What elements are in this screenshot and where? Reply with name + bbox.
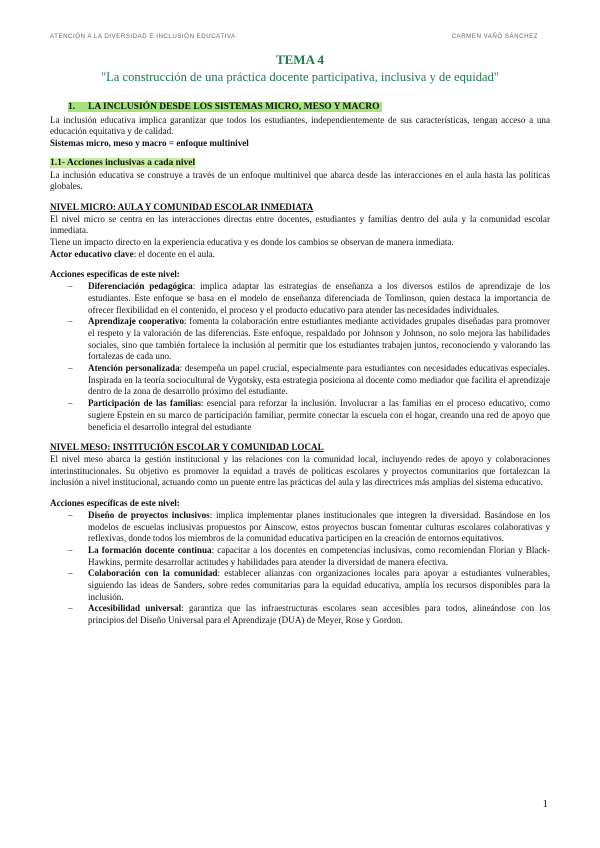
page-title: TEMA 4 [275, 52, 325, 67]
list-item: – Atención personalizada: desempeña un papel crucial, especialmente para estudiantes con necesidades educativas especiales. Inspirada en la teoría sociocultural de Vygotsky, esta estrategia posiciona al docente como mediador que facilita el aprendizaje dentro de la zona de desarrollo próximo del estudiante. [68, 363, 550, 397]
section-1-heading [68, 102, 550, 114]
list-item: – Diferenciación pedagógica: implica adaptar las estrategias de enseñanza a los diversos estilos de aprendizaje de los estudiantes. Este enfoque se basa en el modelo de enseñanza diferenciada de Tomlinson, quien destaca la importancia de ofrecer flexibilidad en el contenido, el proceso y el producto educativo para atender las necesidades individuales. [68, 281, 550, 315]
list-item-text: : fomenta la colaboración entre estudiantes mediante actividades grupales diseñadas para promover el respeto y la valoración de las diferencias. Este enfoque, respaldado por Johnson y Johnson, no solo mejora las habilidades sociales, sino que también fortalece la inclusión al permitir que los estudiantes trabajen juntos, reconociendo y valorando las fortalezas de cada uno. [88, 316, 550, 362]
list-item: – Colaboración con la comunidad: establecer alianzas con organizaciones locales para apoyar a estudiantes vulnerables, siguiendo las ideas de Sanders, sobre redes comunitarias para la equidad educativa, amplía los recursos disponibles para la inclusión. [68, 568, 550, 602]
list-item-term: Aprendizaje cooperativo [88, 316, 185, 327]
section-1-1-heading [50, 158, 550, 170]
micro-paragraph-1: El nivel micro se centra en las interacciones directas entre docentes, estudiantes y familias dentro del aula y la comunidad escolar inmediata. [50, 213, 550, 236]
list-item-term: Colaboración con la comunidad [88, 568, 218, 579]
header-author: CARMEN VAÑÓ SÁNCHEZ [451, 33, 538, 40]
list-item: – Aprendizaje cooperativo: fomenta la colaboración entre estudiantes mediante actividades grupales diseñadas para promover el respeto y la valoración de las diferencias. Este enfoque, respaldado por Johnson y Johnson, no solo mejora las habilidades sociales, sino que también fortalece la inclusión al permitir que los estudiantes trabajen juntos, reconociendo y valorando las fortalezas de cada uno. [68, 316, 550, 362]
meso-actions-list [50, 510, 550, 627]
list-item-text: : garantiza que las infraestructuras escolares sean accesibles para todos, alineándose con los principios del Diseño Universal para el Aprendizaje (DUA) de Meyer, Rose y Gordon. [88, 603, 550, 626]
section-1-intro: La inclusión educativa implica garantizar que todos los estudiantes, independientemente de sus características, tengan acceso a una educación equitativa y de calidad. [50, 114, 550, 137]
micro-actor-label: Actor educativo clave [50, 248, 134, 259]
list-item-text: : capacitar a los docentes en competencias inclusivas, como recomiendan Florian y Black-Hawkins, permite desarrollar actitudes y habilidades para atender la diversidad de manera efectiva. [88, 544, 550, 567]
list-item-term: La formación docente continua [88, 544, 212, 555]
list-item-text: : implica adaptar las estrategias de enseñanza a los diversos estilos de aprendizaje de los estudiantes. Este enfoque se basa en el modelo de enseñanza diferenciada de Tomlinson, quien destaca la importancia de ofrecer flexibilidad en el contenido, el proceso y el producto educativo para atender las necesidades individuales. [88, 281, 550, 315]
list-item-term: Atención personalizada [88, 363, 180, 374]
micro-paragraph-2: Tiene un impacto directo en la experiencia educativa y es donde los cambios se observan de manera inmediata. [50, 237, 454, 248]
list-item-text: : esencial para reforzar la inclusión. Involucrar a las familias en el proceso educativo, como sugiere Epstein en su marco de participación familiar, permite conectar la escuela con el hogar, creando una red de apoyo que beneficia el desarrollo integral del estudiante [88, 398, 550, 432]
list-item-term: Diseño de proyectos inclusivos [88, 509, 210, 520]
micro-actions-label: Acciones específicas de este nivel: [50, 269, 180, 280]
list-item: – Diseño de proyectos inclusivos: implica implementar planes institucionales que integren la diversidad. Basándose en los modelos de escuelas inclusivas propuestos por Ainscow, estos proyectos buscan fomentar culturas escolares colaborativas y reflexivas, donde todos los miembros de la comunidad educativa participen en la creación de entornos equitativos. [68, 509, 550, 544]
section-1-1-title: 1.1- Acciones inclusivas a cada nivel [50, 157, 196, 168]
micro-heading: NIVEL MICRO: AULA Y COMUNIDAD ESCOLAR INMEDIATA [50, 201, 314, 212]
section-1-number: 1. [68, 102, 76, 112]
page-subtitle: "La construcción de una práctica docente participativa, inclusiva y de equidad" [100, 70, 500, 84]
list-item: – Accesibilidad universal: garantiza que las infraestructuras escolares sean accesibles para todos, alineándose con los principios del Diseño Universal para el Aprendizaje (DUA) de Meyer, Rose y Gordon. [68, 603, 550, 626]
micro-actor [50, 249, 550, 261]
section-1-title: LA INCLUSIÓN DESDE LOS SISTEMAS MICRO, MESO Y MACRO [88, 102, 380, 112]
list-item-text: : establecer alianzas con organizaciones locales para apoyar a estudiantes vulnerables, siguiendo las ideas de Sanders, sobre redes comunitarias para la equidad educativa, amplía los recursos disponibles para la inclusión. [88, 568, 550, 602]
list-item: – Participación de las familias: esencial para reforzar la inclusión. Involucrar a las familias en el proceso educativo, como sugiere Epstein en su marco de participación familiar, permite conectar la escuela con el hogar, creando una red de apoyo que beneficia el desarrollo integral del estudiante [68, 398, 550, 432]
micro-actor-text: : el docente en el aula. [133, 248, 215, 259]
list-item-text: : implica implementar planes institucionales que integren la diversidad. Basándose en los modelos de escuelas inclusivas propuestos por Ainscow, estos proyectos buscan fomentar culturas escolares colaborativas y reflexivas, donde todos los miembros de la comunidad educativa participen en la creación de entornos equitativos. [88, 509, 550, 544]
list-item-term: Participación de las familias [88, 398, 201, 409]
micro-actions-list [50, 281, 550, 433]
meso-paragraph-1: El nivel meso abarca la gestión institucional y las relaciones con la comunidad local, incluyendo redes de apoyo y colaboraciones interinstitucionales. Su objetivo es promover la equidad a través de políticas escolares y proyectos comunitarios que fortalezcan la inclusión a nivel institucional, actuando como un puente entre las prácticas del aula y las directrices más amplias del sistema educativo. [50, 453, 550, 488]
list-item: – La formación docente continua: capacitar a los docentes en competencias inclusivas, como recomiendan Florian y Black-Hawkins, permite desarrollar actitudes y habilidades para atender la diversidad de manera efectiva. [68, 544, 550, 567]
header-course: ATENCIÓN A LA DIVERSIDAD E INCLUSIÓN EDUCATIVA [50, 33, 236, 40]
meso-actions-label: Acciones específicas de este nivel: [50, 498, 180, 509]
section-1-systems: Sistemas micro, meso y macro = enfoque multinivel [50, 138, 249, 149]
document-body [50, 102, 550, 627]
meso-heading: NIVEL MESO: INSTITUCIÓN ESCOLAR Y COMUNIDAD LOCAL [50, 442, 324, 453]
page-number: 1 [542, 798, 548, 810]
list-item-term: Accesibilidad universal [88, 603, 182, 614]
list-item-text: : desempeña un papel crucial, especialmente para estudiantes con necesidades educativas especiales. Inspirada en la teoría sociocultural de Vygotsky, esta estrategia posiciona al docente como mediador que facilita el aprendizaje dentro de la zona de desarrollo próximo del estudiante. [88, 363, 550, 397]
section-1-1-intro: La inclusión educativa se construye a través de un enfoque multinivel que abarca desde las interacciones en el aula hasta las políticas globales. [50, 169, 550, 192]
list-item-term: Diferenciación pedagógica [88, 281, 193, 292]
